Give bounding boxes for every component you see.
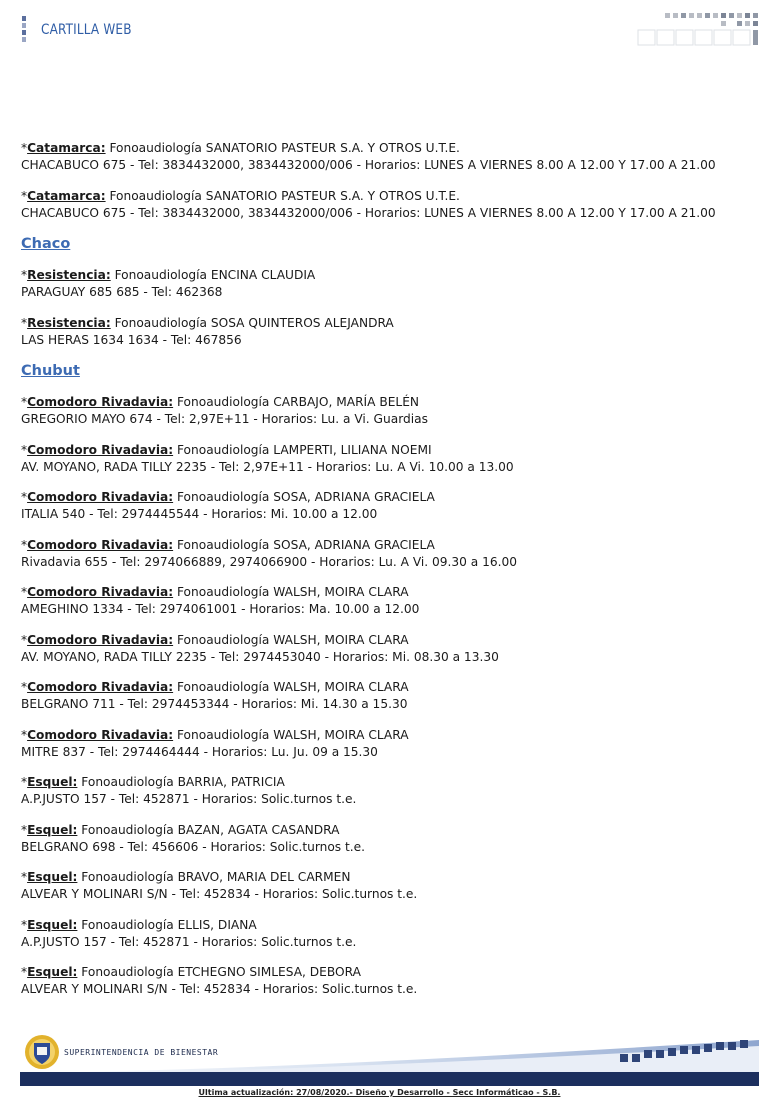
provider-line: *Comodoro Rivadavia: Fonoaudiología WALSH, MOIRA CLARA (21, 727, 409, 742)
city-label: Comodoro Rivadavia: (27, 537, 174, 552)
provider-entry (21, 822, 741, 856)
provider-details: BELGRANO 698 - Tel: 456606 - Horarios: Solic.turnos t.e. (21, 839, 366, 854)
provider-details: AV. MOYANO, RADA TILLY 2235 - Tel: 2974453040 - Horarios: Mi. 08.30 a 13.30 (21, 649, 499, 664)
pixel-decoration-icon (637, 10, 759, 48)
provider-name: Fonoaudiología SOSA, ADRIANA GRACIELA (176, 490, 435, 504)
provider-line: *Comodoro Rivadavia: Fonoaudiología WALSH, MOIRA CLARA (21, 585, 409, 599)
provider-details: CHACABUCO 675 - Tel: 3834432000, 3834432000/006 - Horarios: LUNES A VIERNES 8.00 A 12.00 Y 17.00 A 21.00 (21, 205, 716, 220)
provider-details: GREGORIO MAYO 674 - Tel: 2,97E+11 - Horarios: Lu. a Vi. Guardias (21, 412, 428, 426)
page-footer (0, 1026, 759, 1101)
city-label: Comodoro Rivadavia: (27, 442, 174, 457)
provider-details: LAS HERAS 1634 1634 - Tel: 467856 (21, 332, 242, 347)
provider-details: Rivadavia 655 - Tel: 2974066889, 2974066900 - Horarios: Lu. A Vi. 09.30 a 16.00 (21, 554, 518, 569)
provider-name: Fonoaudiología SOSA, ADRIANA GRACIELA (176, 537, 435, 552)
provider-name: Fonoaudiología BAZAN, AGATA CASANDRA (81, 822, 340, 837)
city-label: Resistencia: (27, 268, 111, 282)
provider-details: A.P.JUSTO 157 - Tel: 452871 - Horarios: Solic.turnos t.e. (21, 934, 357, 949)
provider-name: Fonoaudiología WALSH, MOIRA CLARA (176, 585, 409, 599)
provider-entry (21, 632, 741, 666)
header-title: CARTILLA WEB (41, 22, 132, 38)
provider-line: *Esquel: Fonoaudiología ETCHEGNO SIMLESA, DEBORA (21, 965, 361, 979)
provider-line: *Esquel: Fonoaudiología ELLIS, DIANA (21, 917, 257, 932)
provider-entry (21, 679, 741, 713)
provider-line: *Resistencia: Fonoaudiología SOSA QUINTEROS ALEJANDRA (21, 315, 394, 330)
provider-name: Fonoaudiología ELLIS, DIANA (81, 917, 257, 932)
city-label: Comodoro Rivadavia: (27, 585, 174, 599)
provider-details: BELGRANO 711 - Tel: 2974453344 - Horarios: Mi. 14.30 a 15.30 (21, 697, 408, 711)
header-accent-bar (22, 16, 26, 46)
provider-line: *Esquel: Fonoaudiología BRAVO, MARIA DEL CARMEN (21, 870, 351, 884)
provider-details: CHACABUCO 675 - Tel: 3834432000, 3834432000/006 - Horarios: LUNES A VIERNES 8.00 A 12.00 Y 17.00 A 21.00 (21, 158, 716, 172)
provider-name: Fonoaudiología LAMPERTI, LILIANA NOEMI (176, 442, 432, 457)
provider-line: *Comodoro Rivadavia: Fonoaudiología LAMPERTI, LILIANA NOEMI (21, 442, 432, 457)
city-label: Esquel: (27, 822, 78, 837)
provider-details: AMEGHINO 1334 - Tel: 2974061001 - Horarios: Ma. 10.00 a 12.00 (21, 602, 420, 616)
provider-name: Fonoaudiología SANATORIO PASTEUR S.A. Y OTROS U.T.E. (109, 188, 460, 203)
provider-name: Fonoaudiología CARBAJO, MARÍA BELÉN (176, 395, 420, 409)
provider-details: ALVEAR Y MOLINARI S/N - Tel: 452834 - Horarios: Solic.turnos t.e. (21, 982, 418, 996)
city-label: Catamarca: (27, 141, 106, 155)
provider-name: Fonoaudiología BRAVO, MARIA DEL CARMEN (81, 870, 351, 884)
provider-name: Fonoaudiología ENCINA CLAUDIA (114, 268, 316, 282)
provider-name: Fonoaudiología SOSA QUINTEROS ALEJANDRA (114, 315, 394, 330)
footer-organization-name: SUPERINTENDENCIA DE BIENESTAR (64, 1048, 219, 1057)
provider-details: A.P.JUSTO 157 - Tel: 452871 - Horarios: Solic.turnos t.e. (21, 792, 357, 806)
provider-details: ALVEAR Y MOLINARI S/N - Tel: 452834 - Horarios: Solic.turnos t.e. (21, 887, 418, 901)
footer-wave-band (0, 1026, 759, 1088)
bienestar-seal-icon (24, 1034, 60, 1070)
provider-line: *Comodoro Rivadavia: Fonoaudiología CARBAJO, MARÍA BELÉN (21, 395, 420, 409)
city-label: Comodoro Rivadavia: (27, 680, 174, 694)
provider-entry (21, 188, 741, 222)
provider-name: Fonoaudiología ETCHEGNO SIMLESA, DEBORA (81, 965, 361, 979)
city-label: Comodoro Rivadavia: (27, 490, 174, 504)
provider-details: AV. MOYANO, RADA TILLY 2235 - Tel: 2,97E+11 - Horarios: Lu. A Vi. 10.00 a 13.00 (21, 459, 514, 474)
provider-entry (21, 442, 741, 476)
provider-line: *Esquel: Fonoaudiología BARRIA, PATRICIA (21, 775, 285, 789)
provider-entry (21, 267, 741, 301)
provider-line: *Comodoro Rivadavia: Fonoaudiología WALSH, MOIRA CLARA (21, 632, 409, 647)
provider-entry (21, 140, 741, 174)
city-label: Esquel: (27, 965, 78, 979)
city-label: Esquel: (27, 917, 78, 932)
city-label: Comodoro Rivadavia: (27, 632, 174, 647)
provider-entry (21, 394, 741, 428)
provider-line: *Resistencia: Fonoaudiología ENCINA CLAUDIA (21, 268, 316, 282)
provider-entry (21, 727, 741, 761)
provider-line: *Comodoro Rivadavia: Fonoaudiología WALSH, MOIRA CLARA (21, 680, 409, 694)
city-label: Esquel: (27, 870, 78, 884)
provider-details: PARAGUAY 685 685 - Tel: 462368 (21, 285, 223, 299)
provider-name: Fonoaudiología SANATORIO PASTEUR S.A. Y OTROS U.T.E. (109, 141, 460, 155)
provider-name: Fonoaudiología WALSH, MOIRA CLARA (176, 680, 409, 694)
province-heading: Chubut (21, 363, 80, 379)
province-heading: Chaco (21, 236, 71, 252)
provider-line: *Comodoro Rivadavia: Fonoaudiología SOSA, ADRIANA GRACIELA (21, 490, 435, 504)
provider-name: Fonoaudiología BARRIA, PATRICIA (81, 775, 285, 789)
last-update-note: Ultima actualización: 27/08/2020.- Diseño y Desarrollo - Secc Informáticao - S.B. (198, 1088, 561, 1097)
provider-details: MITRE 837 - Tel: 2974464444 - Horarios: Lu. Ju. 09 a 15.30 (21, 744, 378, 759)
provider-entry (21, 584, 741, 618)
provider-name: Fonoaudiología WALSH, MOIRA CLARA (176, 727, 409, 742)
provider-entry (21, 315, 741, 349)
city-label: Resistencia: (27, 315, 111, 330)
city-label: Catamarca: (27, 188, 106, 203)
provider-entry (21, 774, 741, 808)
provider-line: *Esquel: Fonoaudiología BAZAN, AGATA CASANDRA (21, 822, 340, 837)
city-label: Esquel: (27, 775, 78, 789)
provider-name: Fonoaudiología WALSH, MOIRA CLARA (176, 632, 409, 647)
provider-entry (21, 489, 741, 523)
provider-line: *Catamarca: Fonoaudiología SANATORIO PASTEUR S.A. Y OTROS U.T.E. (21, 141, 460, 155)
directory-content (21, 140, 741, 1012)
provider-entry (21, 917, 741, 951)
provider-entry (21, 869, 741, 903)
provider-details: ITALIA 540 - Tel: 2974445544 - Horarios: Mi. 10.00 a 12.00 (21, 507, 378, 521)
city-label: Comodoro Rivadavia: (27, 727, 174, 742)
provider-line: *Catamarca: Fonoaudiología SANATORIO PASTEUR S.A. Y OTROS U.T.E. (21, 188, 460, 203)
provider-entry (21, 964, 741, 998)
page-header (0, 0, 759, 60)
provider-line: *Comodoro Rivadavia: Fonoaudiología SOSA, ADRIANA GRACIELA (21, 537, 435, 552)
provider-entry (21, 537, 741, 571)
city-label: Comodoro Rivadavia: (27, 395, 174, 409)
